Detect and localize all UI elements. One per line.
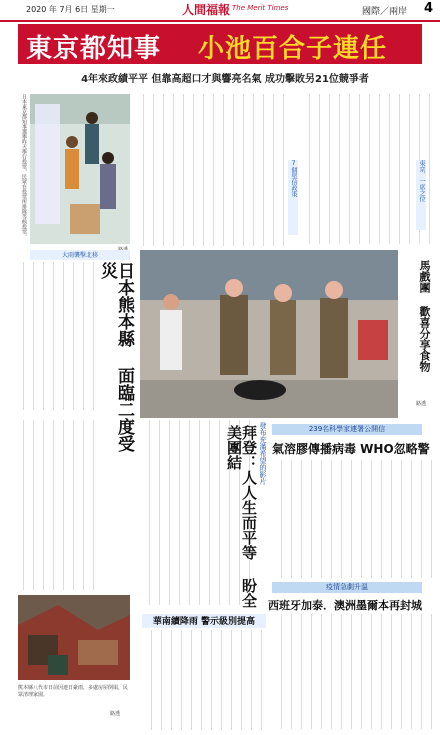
issue-date: 2020 年 7月 6日 星期一: [26, 5, 115, 14]
voting-photo-illustration: [30, 94, 130, 244]
lead-side-caption-1: 7個堅信政策: [288, 160, 298, 235]
lead-side-caption-2: 東京．一席之位: [416, 160, 426, 230]
who-body: [272, 460, 432, 578]
section-label: 國際／兩岸: [362, 7, 408, 17]
kumamoto-kicker: 大雨襲擊北移: [30, 250, 130, 260]
china-headline: 華南續降雨 警示級別提高: [142, 614, 266, 628]
kumamoto-body-2: [14, 420, 98, 590]
lead-headline-right: 小池百合子連任: [198, 34, 388, 64]
kumamoto-photo: [18, 595, 130, 680]
bolivia-photo: [140, 250, 398, 418]
lead-body-text-2: [300, 94, 430, 244]
lead-body-text: [134, 94, 284, 246]
kumamoto-photo-credit: 路透: [110, 711, 121, 717]
who-kicker: 239名科學家連署公開信: [272, 424, 422, 435]
lead-headline-left: 東京都知事: [26, 34, 162, 64]
masthead-logo: 人間福報: [182, 3, 231, 17]
page-number: 4: [424, 1, 434, 16]
china-body: [142, 630, 266, 730]
who-headline: 氣溶膠傳播病毒 WHO忽略警: [272, 442, 430, 456]
lead-subhead: 4年來政績平平 但靠高超口才與響亮名氣 成功擊敗另21位競爭者: [81, 74, 369, 85]
spain-body: [272, 614, 432, 729]
kumamoto-headline: 日本熊本縣 面臨二度受災: [97, 262, 134, 452]
bolivia-headline: 馬戲團 歡喜分享食物: [418, 260, 431, 372]
lead-photo: [30, 94, 130, 244]
kumamoto-body-1: [14, 262, 94, 410]
lead-photo-caption: 日本東京都知事選舉昨天舉行投票，民眾在投票所排隊等候投票。: [21, 94, 27, 239]
kumamoto-photo-caption: 熊本縣八代市日前因連日豪雨，多處房屋倒塌，民眾清理家園。: [18, 685, 129, 698]
bolivia-photo-credit: 路透: [416, 401, 427, 407]
flood-damage-illustration: [18, 595, 130, 680]
spain-kicker: 疫情急劇升溫: [272, 582, 422, 593]
biden-headline: 拜登：人人生而平等 盼全美團結: [225, 425, 258, 608]
masthead-english: The Merit Times: [232, 4, 289, 12]
biden-kicker: 發布充滿希望的影片: [259, 422, 267, 485]
clowns-illustration: [140, 250, 398, 418]
spain-headline: 西班牙加泰．澳洲墨爾本再封城: [268, 599, 422, 612]
